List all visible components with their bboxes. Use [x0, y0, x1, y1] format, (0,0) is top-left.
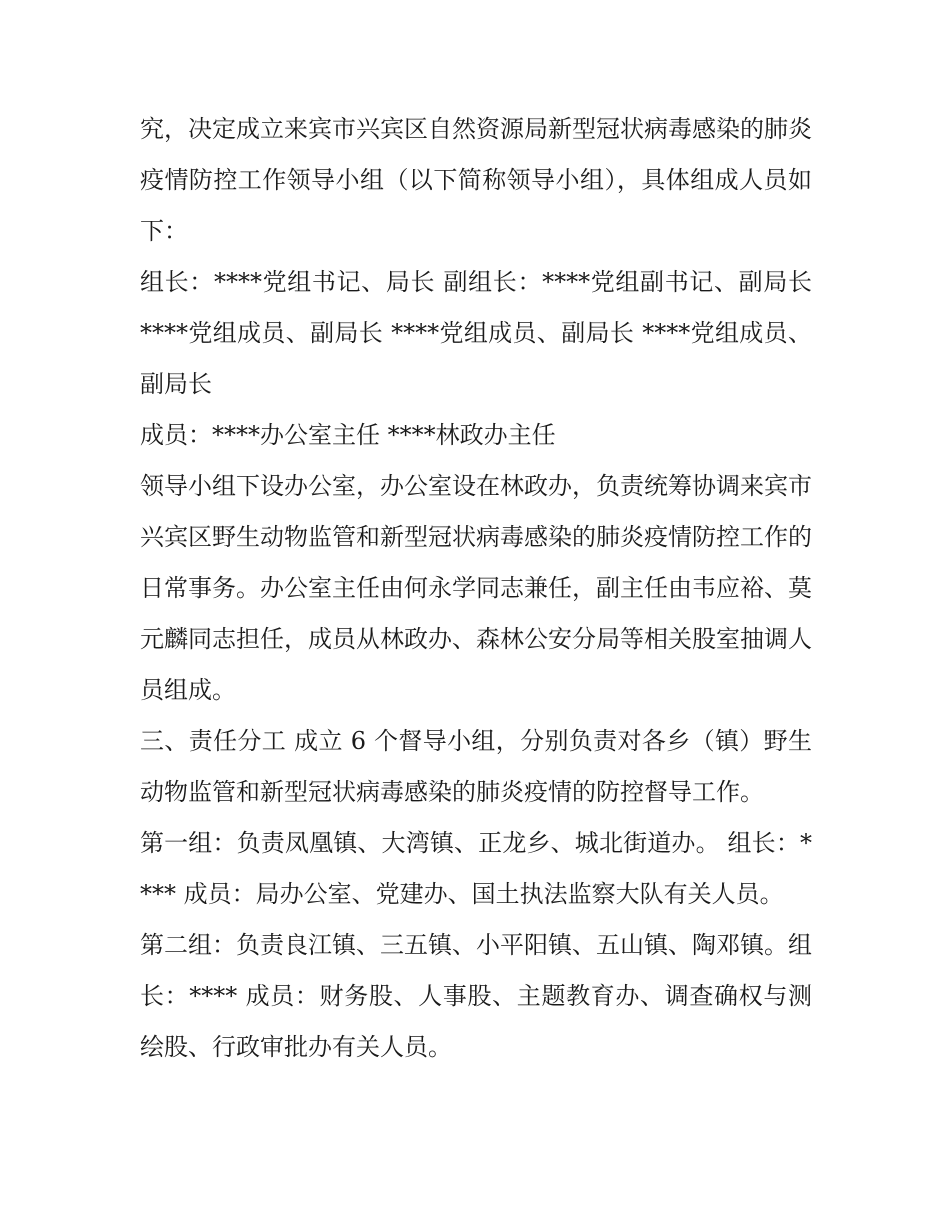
paragraph-group-leaders: 组长：****党组书记、局长 副组长：****党组副书记、副局长 ****党组成员、副局长 ****党组成员、副局长 ****党组成员、副局长: [140, 268, 812, 398]
document-body: [140, 104, 812, 1073]
paragraph-leading-group-intro: 究，决定成立来宾市兴宾区自然资源局新型冠状病毒感染的肺炎疫情防控工作领导小组（以下简称领导小组），具体组成人员如下：: [140, 115, 812, 245]
paragraph-group-members: 成员：****办公室主任 ****林政办主任: [140, 421, 556, 449]
paragraph-group-two: 第二组：负责良江镇、三五镇、小平阳镇、五山镇、陶邓镇。组长：**** 成员：财务股、人事股、主题教育办、调查确权与测绘股、行政审批办有关人员。: [140, 931, 812, 1061]
paragraph-group-one: 第一组：负责凤凰镇、大湾镇、正龙乡、城北街道办。 组长：**** 成员：局办公室、党建办、国土执法监察大队有关人员。: [140, 829, 812, 908]
paragraph-office-setup: 领导小组下设办公室，办公室设在林政办，负责统筹协调来宾市兴宾区野生动物监管和新型冠状病毒感染的肺炎疫情防控工作的日常事务。办公室主任由何永学同志兼任，副主任由韦应裕、莫元麟同志担任，成员从林政办、森林公安分局等相关股室抽调人员组成。: [140, 472, 812, 704]
paragraph-responsibility-division: 三、责任分工 成立 6 个督导小组，分别负责对各乡（镇）野生动物监管和新型冠状病毒感染的肺炎疫情的防控督导工作。: [140, 727, 812, 806]
